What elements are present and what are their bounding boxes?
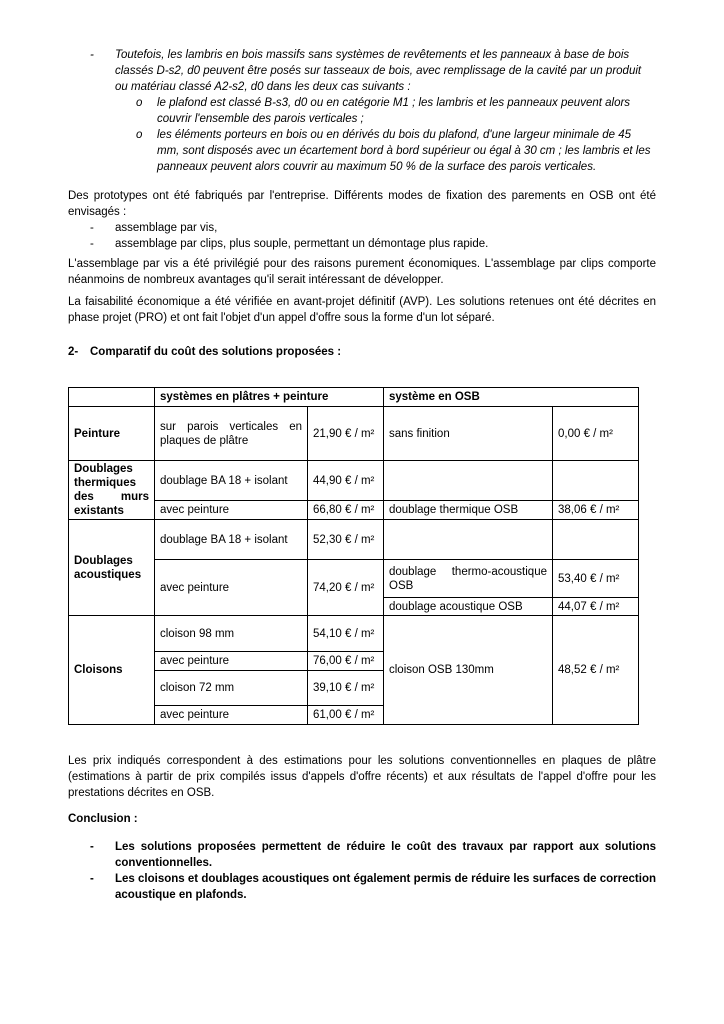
thermique-r2-price: 66,80 € / m² bbox=[308, 501, 384, 520]
cloisons-r4-desc: avec peinture bbox=[155, 706, 308, 725]
section-2-heading bbox=[68, 344, 656, 360]
acoustique-r1-desc: doublage BA 18 + isolant bbox=[155, 520, 308, 560]
conclusion-title: Conclusion : bbox=[68, 813, 138, 825]
conclusion-bullet-2 bbox=[68, 871, 656, 903]
intro-bullet bbox=[68, 47, 656, 95]
acoustique-r2-price: 74,20 € / m² bbox=[308, 560, 384, 616]
acoustique-r3-osb-price: 44,07 € / m² bbox=[553, 598, 639, 616]
fixation-bullet-clips-text: assemblage par clips, plus souple, permettant un démontage plus rapide. bbox=[115, 238, 489, 250]
conclusion-bullet-1-text: Les solutions proposées permettent de réduire le coût des travaux par rapport aux solutions conventionnelles. bbox=[115, 841, 656, 869]
label-doublages-acoustiques: Doublages acoustiques bbox=[69, 520, 155, 616]
paragraph-prix-indiques: Les prix indiqués correspondent à des estimations pour les solutions conventionnelles en plaques de plâtre (estimations à partir de prix compilés issus d'appels d'offre récents) et aux résultats de l'appel d'offre pour les prestations décrites en OSB. bbox=[68, 755, 656, 799]
thermique-r2-desc: avec peinture bbox=[155, 501, 308, 520]
acoustique-r2-osb-price: 53,40 € / m² bbox=[553, 560, 639, 598]
peinture-osb-desc: sans finition bbox=[384, 407, 553, 461]
intro-sub-bullet-1 bbox=[68, 95, 656, 127]
row-peinture bbox=[69, 407, 639, 461]
paragraph-faisabilite: La faisabilité économique a été vérifiée en avant-projet définitif (AVP). Les solutions retenues ont été décrites en phase projet (PRO) et ont fait l'objet d'un appel d'offre sous la forme d'un lot séparé. bbox=[68, 296, 656, 324]
thermique-r1-osb-desc-empty bbox=[384, 461, 553, 501]
acoustique-r3-osb-desc: doublage acoustique OSB bbox=[384, 598, 553, 616]
thermique-r2-osb-price: 38,06 € / m² bbox=[553, 501, 639, 520]
section-2-number: 2- bbox=[68, 346, 79, 358]
dash-bullet-marker: - bbox=[90, 841, 94, 853]
fixation-bullet-vis-text: assemblage par vis, bbox=[115, 222, 218, 234]
paragraph-prototypes: Des prototypes ont été fabriqués par l'entreprise. Différents modes de fixation des parements en OSB ont été envisagés : bbox=[68, 190, 656, 218]
table-header-row bbox=[69, 388, 639, 407]
header-platre: systèmes en plâtres + peinture bbox=[155, 388, 384, 407]
intro-section bbox=[68, 47, 656, 175]
dash-bullet-marker: - bbox=[90, 49, 94, 61]
thermique-r1-osb-price-empty bbox=[553, 461, 639, 501]
peinture-platre-price: 21,90 € / m² bbox=[308, 407, 384, 461]
label-cloisons: Cloisons bbox=[69, 616, 155, 725]
cloisons-r1-price: 54,10 € / m² bbox=[308, 616, 384, 652]
label-peinture: Peinture bbox=[69, 407, 155, 461]
fixation-bullet-vis bbox=[68, 220, 656, 236]
thermique-r1-desc: doublage BA 18 + isolant bbox=[155, 461, 308, 501]
thermique-r1-price: 44,90 € / m² bbox=[308, 461, 384, 501]
thermique-r2-osb-desc: doublage thermique OSB bbox=[384, 501, 553, 520]
header-osb: système en OSB bbox=[384, 388, 639, 407]
acoustique-r2-osb-desc: doublage thermo-acoustique OSB bbox=[384, 560, 553, 598]
fixation-bullet-clips bbox=[68, 236, 656, 252]
row-cloisons-1 bbox=[69, 616, 639, 652]
cloisons-r2-price: 76,00 € / m² bbox=[308, 652, 384, 671]
header-blank-cell bbox=[69, 388, 155, 407]
cloisons-r4-price: 61,00 € / m² bbox=[308, 706, 384, 725]
acoustique-r1-osb-price-empty bbox=[553, 520, 639, 560]
acoustique-r2-desc: avec peinture bbox=[155, 560, 308, 616]
intro-sub-bullet-2-text: les éléments porteurs en bois ou en dérivés du bois du plafond, d'une largeur minimale de 45 mm, sont disposés avec un écartement bord à bord supérieur ou égal à 30 cm ; les lambris et les panneaux peuvent alors couvrir au maximum 50 % de la surface des parois verticales. bbox=[157, 129, 651, 173]
circle-bullet-marker: o bbox=[136, 129, 143, 141]
intro-sub-bullet-1-text: le plafond est classé B-s3, d0 ou en catégorie M1 ; les lambris et les panneaux peuvent alors couvrir l'ensemble des parois verticales ; bbox=[157, 97, 631, 125]
cloisons-osb-price: 48,52 € / m² bbox=[553, 616, 639, 725]
cloisons-r3-price: 39,10 € / m² bbox=[308, 671, 384, 706]
paragraph-assemblage: L'assemblage par vis a été privilégié pour des raisons purement économiques. L'assemblage par clips comporte néanmoins de nombreux avantages qu'il serait intéressant de développer. bbox=[68, 258, 656, 286]
cloisons-r3-desc: cloison 72 mm bbox=[155, 671, 308, 706]
conclusion-bullet-2-text: Les cloisons et doublages acoustiques ont également permis de réduire les surfaces de correction acoustique en plafonds. bbox=[115, 873, 656, 901]
cloisons-osb-desc: cloison OSB 130mm bbox=[384, 616, 553, 725]
intro-bullet-text: Toutefois, les lambris en bois massifs sans systèmes de revêtements et les panneaux à base de bois classés D-s2, d0 peuvent être posés sur tasseaux de bois, avec remplissage de la cavité par un produit ou matériau classé A2-s2, d0 dans les deux cas suivants : bbox=[115, 49, 642, 93]
acoustique-r1-osb-desc-empty bbox=[384, 520, 553, 560]
row-acoustique-1 bbox=[69, 520, 639, 560]
peinture-platre-desc: sur parois verticales en plaques de plâtre bbox=[155, 407, 308, 461]
row-thermique-1 bbox=[69, 461, 639, 501]
dash-bullet-marker: - bbox=[90, 238, 94, 250]
cloisons-r1-desc: cloison 98 mm bbox=[155, 616, 308, 652]
row-acoustique-2 bbox=[69, 560, 639, 598]
acoustique-r1-price: 52,30 € / m² bbox=[308, 520, 384, 560]
peinture-osb-price: 0,00 € / m² bbox=[553, 407, 639, 461]
circle-bullet-marker: o bbox=[136, 97, 143, 109]
dash-bullet-marker: - bbox=[90, 222, 94, 234]
label-doublages-thermiques: Doublages thermiques des murs existants bbox=[69, 461, 155, 520]
intro-sub-bullet-2 bbox=[68, 127, 656, 175]
conclusion-bullet-1 bbox=[68, 839, 656, 871]
dash-bullet-marker: - bbox=[90, 873, 94, 885]
cloisons-r2-desc: avec peinture bbox=[155, 652, 308, 671]
row-thermique-2 bbox=[69, 501, 639, 520]
section-2-title: Comparatif du coût des solutions proposées : bbox=[90, 346, 342, 358]
conclusion-bullets bbox=[68, 839, 656, 903]
cost-comparison-table bbox=[68, 387, 639, 725]
